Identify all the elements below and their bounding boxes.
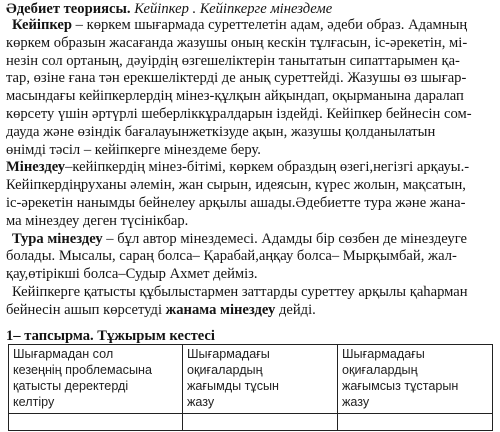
term-indirect: жанама мінездеу: [165, 301, 276, 318]
paragraph-line: бейнесін ашып көрсетуді: [6, 301, 166, 318]
paragraph-line: тар, өзіне ғана тән ерекшеліктерді де анық суреттейді. Жазушы өз шығар-: [6, 70, 467, 87]
table-cell[interactable]: [338, 413, 493, 430]
paragraph-line: іс-әрекетін нанымды бейнелеу арқылы ашады.Әдебиетте тура және жана-: [6, 194, 466, 211]
header-cell: Шығармадан сол кезеңнің проблемасына қатысты деректерді келтіру: [9, 344, 183, 413]
term-characterization: Мінездеу: [6, 159, 66, 176]
paragraph-line: ма мінездеу деген түсінікбар.: [6, 212, 189, 229]
paragraph-line: – бұл автор мінездемесі. Адамды бір сөзбен де мінездеуге: [102, 230, 467, 247]
paragraph-line: – көркем шығармада суреттелетін адам, әдеби образ. Адамның: [72, 17, 468, 33]
paragraph-line: өнімді тәсіл – кейіпкерге мінездеме беру.: [6, 141, 261, 158]
table-header-row: [9, 344, 493, 413]
table-cell[interactable]: [183, 413, 338, 430]
paragraph-line: незін сол ортаның, дәуірдің өзгешеліктерін танытатын сипаттарымен қа-: [6, 52, 460, 69]
paragraph-line: болады. Мысалы, сараң болса– Қарабай,аңқау болса– Мырқымбай, жал-: [6, 248, 457, 265]
paragraph-line: дауда және өзіндік бағалауынжеткізуде ақын, жазушы қолданылатын: [6, 123, 436, 140]
table-cell[interactable]: [9, 413, 183, 430]
paragraph-line: Кейіпкерге қатысты құбылыстармен заттарды суреттеу арқылы қаһарман: [12, 283, 468, 300]
task-title: 1– тапсырма. Тұжырым кестесі: [6, 327, 215, 344]
paragraph-line: Кейіпкердіңруханы әлемін, жан сырын, идеясын, күрес жолын, мақсатын,: [6, 177, 466, 194]
paragraph-characterization: [6, 159, 494, 230]
paragraph-line: көркем образын жасағанда жазушы оның кескін тұлғасын, іс-әрекетін, мі-: [6, 34, 468, 51]
term-character: Кейіпкер: [12, 17, 73, 33]
term-direct: Тура мінездеу: [12, 230, 103, 247]
paragraph-line: масындағы кейіпкерлердің мінез-құлқын айқындап, оқырманына даралап: [6, 88, 464, 105]
section-label: Әдебиет теориясы.: [6, 1, 131, 17]
section-header: [6, 0, 494, 17]
paragraph-character: [6, 17, 494, 159]
paragraph-line: қау,өтірікші болса–Судыр Ахмет дейміз.: [6, 266, 258, 283]
section-subtitle: Кейіпкер . Кейіпкерге мінездеме: [134, 1, 333, 17]
paragraph-line: дейді.: [275, 301, 316, 318]
header-cell: Шығармадағы оқиғалардың жағымды тұсын жазу: [183, 344, 338, 413]
header-cell: Шығармадағы оқиғалардың жағымсыз тұстарын жазу: [338, 344, 493, 413]
paragraph-indirect: [6, 284, 494, 320]
paragraph-line: көрсету үшін әртүрлі шеберліккұралдарын іздейді. Кейіпкер бейнесін сом-: [6, 105, 472, 122]
paragraph-line: –кейіпкердің мінез-бітімі, көркем образдың өзегі,негізгі арқауы.-: [65, 159, 470, 176]
summary-table: [8, 344, 493, 431]
paragraph-direct: [6, 231, 494, 284]
table-row: [9, 413, 493, 430]
